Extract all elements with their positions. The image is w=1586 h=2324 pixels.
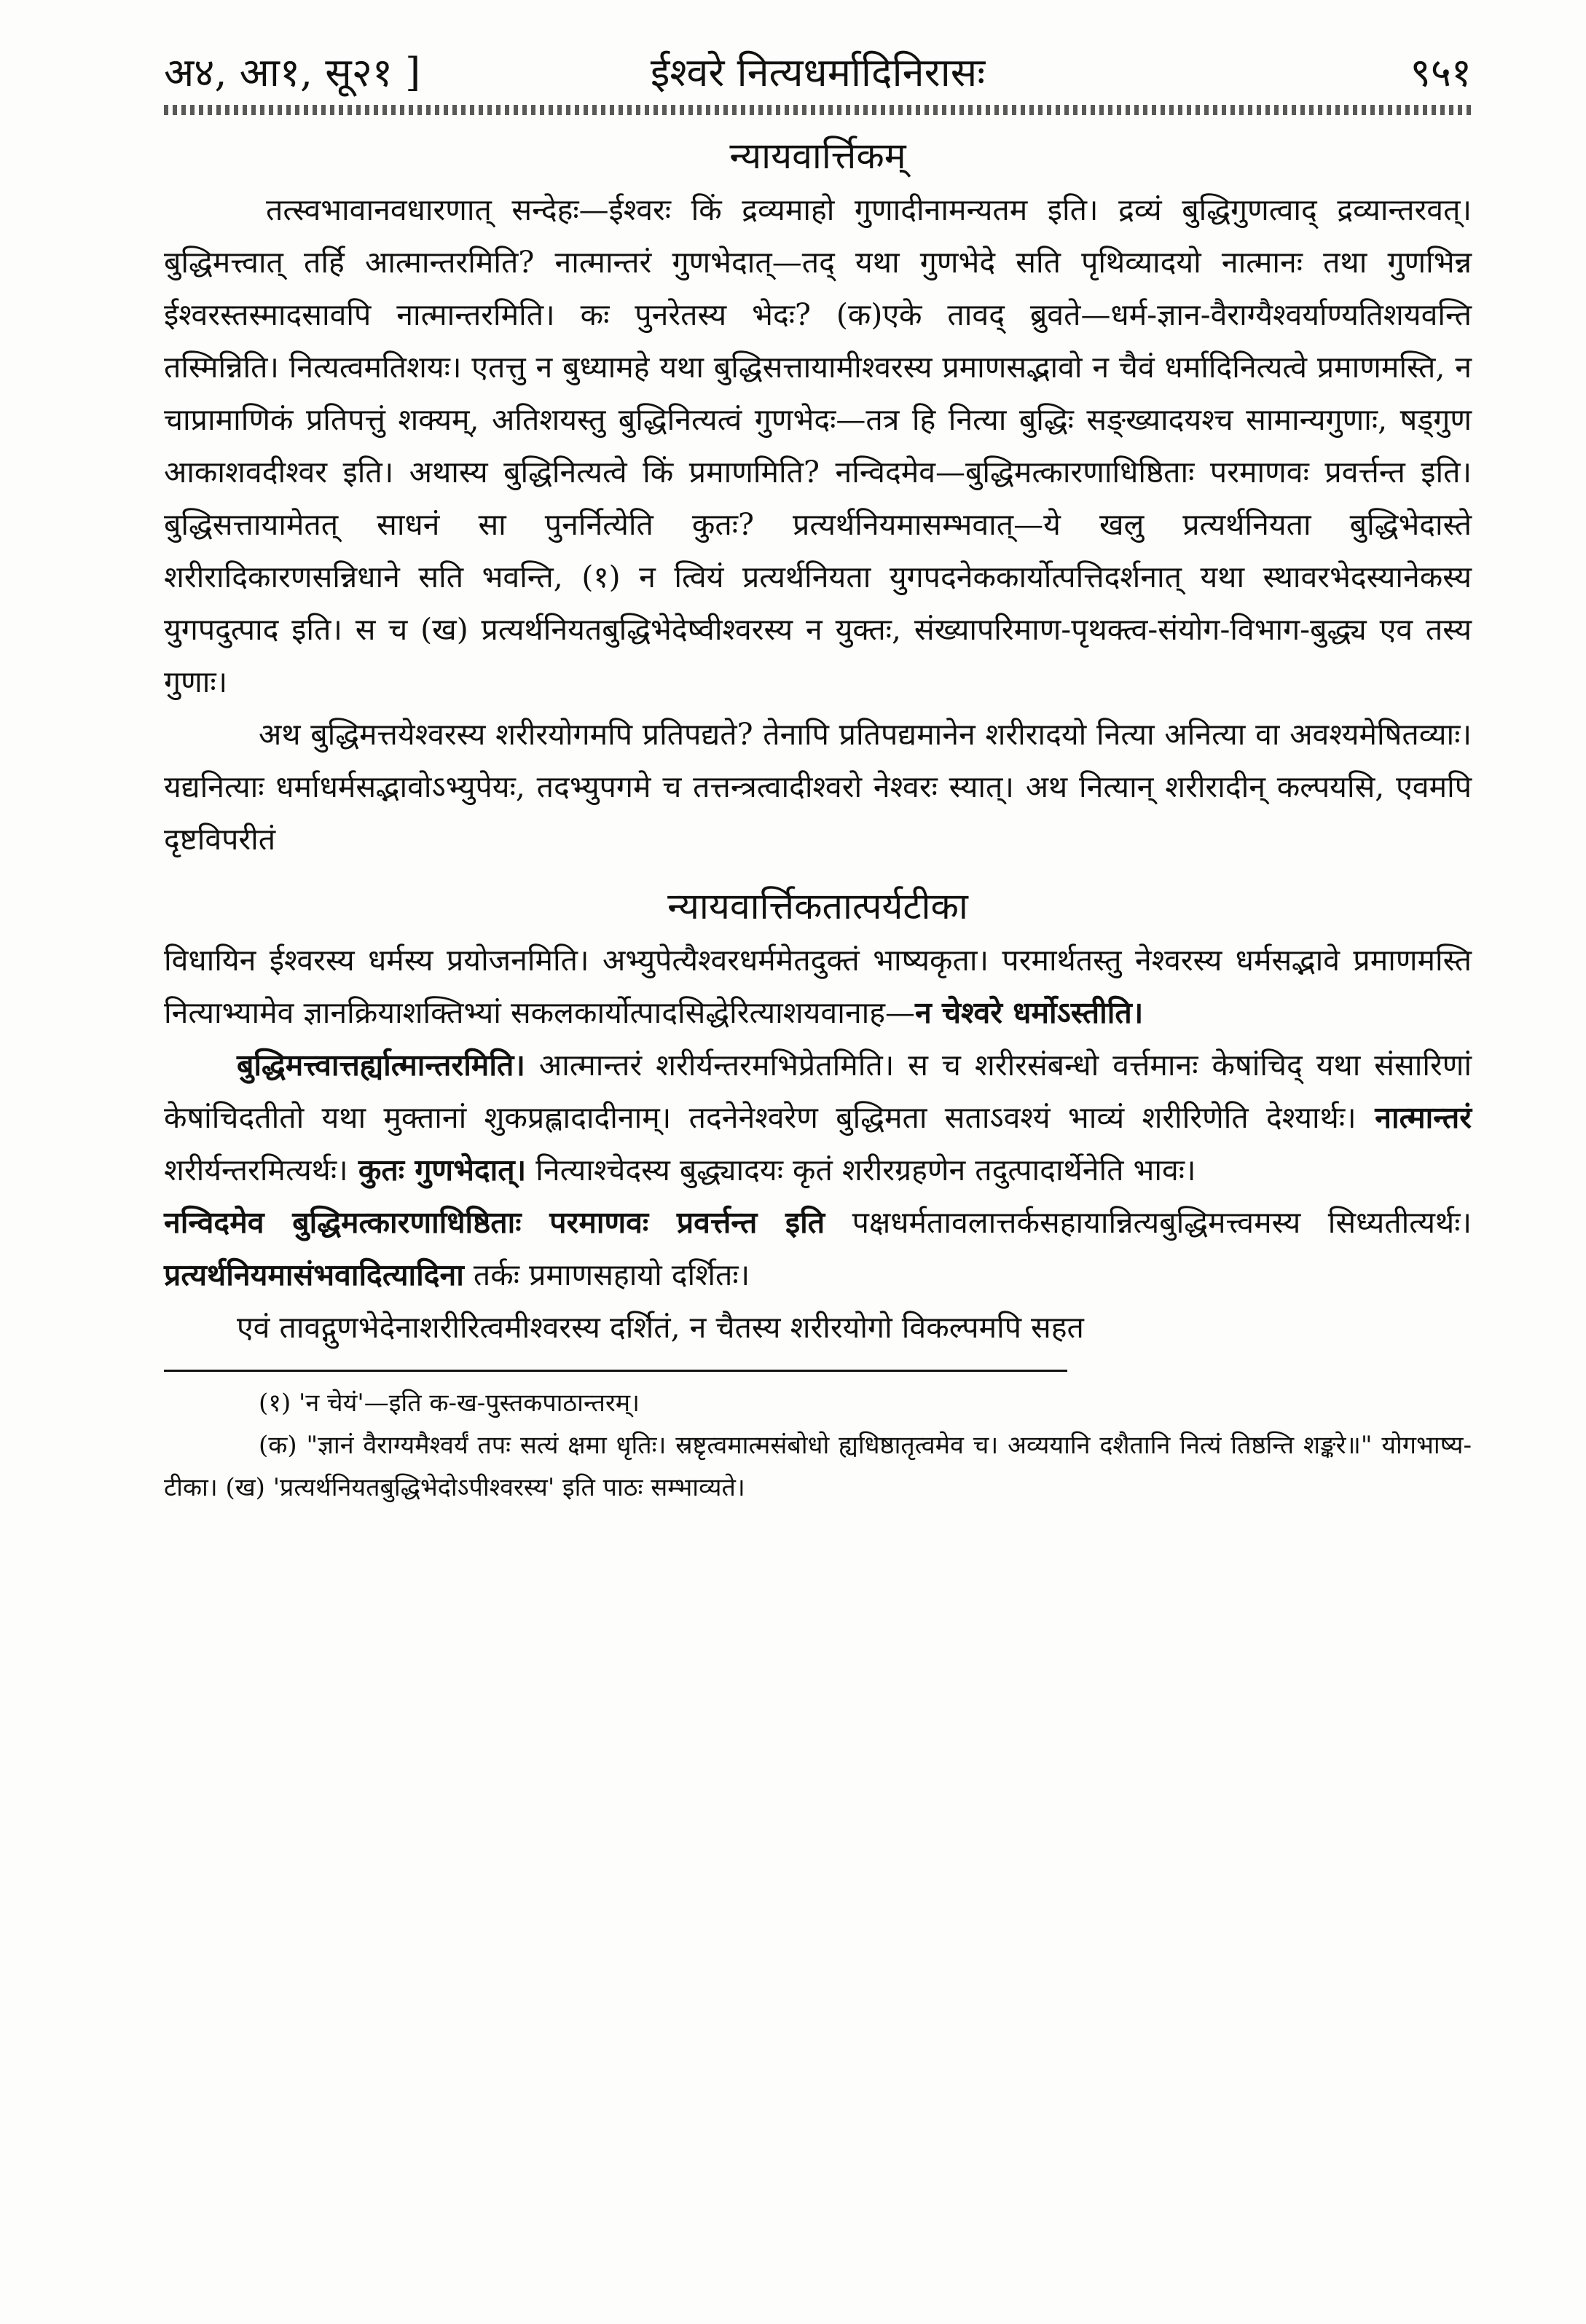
vartika-paragraph-1: तत्स्वभावानवधारणात् सन्देहः—ईश्वरः किं द्रव्यमाहो गुणादीनामन्यतम इति। द्रव्यं बुद्धिगुणत्वाद् द्रव्यान्तरवत्। बुद्धिमत्त्वात् तर्हि आत्मान्तरमिति? नात्मान्तरं गुणभेदात्—तद् यथा गुणभेदे सति पृथिव्यादयो नात्मानः तथा गुणभिन्न ईश्वरस्तस्मादसावपि नात्मान्तरमिति। कः पुनरेतस्य भेदः? (क)एके तावद् ब्रुवते—धर्म-ज्ञान-वैराग्यैश्वर्याण्यतिशयवन्ति तस्मिन्निति। नित्यत्वमतिशयः। एतत्तु न बुध्यामहे यथा बुद्धिसत्तायामीश्वरस्य प्रमाणसद्भावो न चैवं धर्मादिनित्यत्वे प्रमाणमस्ति, न चाप्रामाणिकं प्रतिपत्तुं शक्यम्, अतिशयस्तु बुद्धिनित्यत्वं गुणभेदः—तत्र हि नित्या बुद्धिः सङ्ख्यादयश्च सामान्यगुणाः, षड्गुण आकाशवदीश्वर इति। अथास्य बुद्धिनित्यत्वे किं प्रमाणमिति? नन्विदमेव—बुद्धिमत्कारणाधिष्ठिताः परमाणवः प्रवर्त्तन्त इति। बुद्धिसत्तायामेतत् साधनं सा पुनर्नित्येति कुतः? प्रत्यर्थनियमासम्भवात्—ये खलु प्रत्यर्थनियता बुद्धिभेदास्ते शरीरादिकारणसन्निधाने सति भवन्ति, (१) न त्वियं प्रत्यर्थनियता युगपदनेककार्योत्पत्तिदर्शनात् यथा स्थावरभेदस्यानेकस्य युगपदुत्पाद इति। स च (ख) प्रत्यर्थनियतबुद्धिभेदेष्वीश्वरस्य न युक्तः, संख्यापरिमाण-पृथक्त्व-संयोग-विभाग-बुद्ध्य एव तस्य गुणाः। bbox=[164, 192, 1472, 699]
tika-quote: कुतः गुणभेदात्। bbox=[348, 1153, 527, 1187]
tika-quote: न चेश्वरे धर्मोऽस्तीति। bbox=[914, 995, 1144, 1030]
tika-title: न्यायवार्त्तिकतात्पर्यटीका bbox=[667, 885, 968, 927]
tika-text: आत्मान्तरं शरीर्यन्तरमभिप्रेतमिति। स च शरीरसंबन्धो वर्त्तमानः केषांचिद् यथा संसारिणां केषांचिदतीतो यथा मुक्तानां शुकप्रह्लादादीनाम्। तदनेनेश्वरेण बुद्धिमता सताऽवश्यं भाव्यं शरीरिणेति देश्यार्थः। bbox=[164, 1048, 1472, 1135]
chapter-reference: अ४, आ१, सू२१ ] bbox=[164, 50, 421, 95]
vartika-paragraph-2: अथ बुद्धिमत्तयेश्वरस्य शरीरयोगमपि प्रतिपद्यते? तेनापि प्रतिपद्यमानेन शरीरादयो नित्या अनित्या वा अवश्यमेषितव्याः। यद्यनित्याः धर्माधर्मसद्भावोऽभ्युपेयः, तदभ्युपगमे च तत्तन्त्रत्वादीश्वरो नेश्वरः स्यात्। अथ नित्यान् शरीरादीन् कल्पयसि, एवमपि दृष्टविपरीतं bbox=[164, 717, 1472, 857]
tika-quote: बुद्धिमत्त्वात्तर्ह्यात्मान्तरमिति। bbox=[237, 1048, 525, 1083]
page bbox=[164, 36, 1472, 1509]
tika-quote: नात्मान्तरं bbox=[1356, 1100, 1472, 1135]
running-title: ईश्वरे नित्यधर्मादिनिरासः bbox=[650, 50, 986, 95]
header-wavy-rule bbox=[164, 105, 1472, 115]
running-header bbox=[164, 36, 1472, 102]
footnote-2: (क) "ज्ञानं वैराग्यमैश्वर्यं तपः सत्यं क्षमा धृतिः। स्रष्टृत्वमात्मसंबोधो ह्यधिष्ठातृत्वमेव च। अव्ययानि दशैतानि नित्यं तिष्ठन्ति शङ्करे॥" योगभाष्य-टीका। (ख) 'प्रत्यर्थनियतबुद्धिभेदोऽपीश्वरस्य' इति पाठः सम्भाव्यते। bbox=[164, 1431, 1472, 1502]
tika-text: नित्याश्चेदस्य बुद्ध्यादयः कृतं शरीरग्रहणेन तदुत्पादार्थेनेति भावः। bbox=[526, 1153, 1196, 1187]
tika-text: पक्षधर्मतावलात्तर्कसहायान्नित्यबुद्धिमत्त्वमस्य सिध्यतीत्यर्थः। bbox=[825, 1205, 1472, 1240]
tika-paragraph-2 bbox=[164, 1039, 1472, 1196]
tika-text: विधायिन ईश्वरस्य धर्मस्य प्रयोजनमिति। अभ्युपेत्यैश्वरधर्ममेतदुक्तं भाष्यकृता। परमार्थतस्तु नेश्वरस्य धर्मसद्भावे प्रमाणमस्ति नित्याभ्यामेव ज्ञानक्रियाशक्तिभ्यां सकलकार्योत्पादसिद्धेरित्याशयवानाह— bbox=[164, 943, 1472, 1030]
tika-paragraph-4: एवं तावद्गुणभेदेनाशरीरित्वमीश्वरस्य दर्शितं, न चैतस्य शरीरयोगो विकल्पमपि सहत bbox=[237, 1310, 1084, 1345]
vartika-title: न्यायवार्त्तिकम् bbox=[729, 135, 906, 177]
tika-quote: नन्विदमेव बुद्धिमत्कारणाधिष्ठिताः परमाणवः प्रवर्त्तन्त इति bbox=[164, 1205, 825, 1240]
tika-text: शरीर्यन्तरमित्यर्थः। bbox=[164, 1153, 348, 1187]
tika-paragraph-1 bbox=[164, 934, 1472, 1039]
tika-quote: प्रत्यर्थनियमासंभवादित्यादिना bbox=[164, 1257, 464, 1292]
footnote-1: (१) 'न चेयं'—इति क-ख-पुस्तकपाठान्तरम्। bbox=[259, 1389, 640, 1418]
tika-text: तर्कः प्रमाणसहायो दर्शितः। bbox=[463, 1257, 750, 1292]
tika-paragraph-3 bbox=[164, 1196, 1472, 1301]
page-number: ९५१ bbox=[1410, 50, 1472, 95]
footnote-rule bbox=[164, 1370, 1067, 1372]
